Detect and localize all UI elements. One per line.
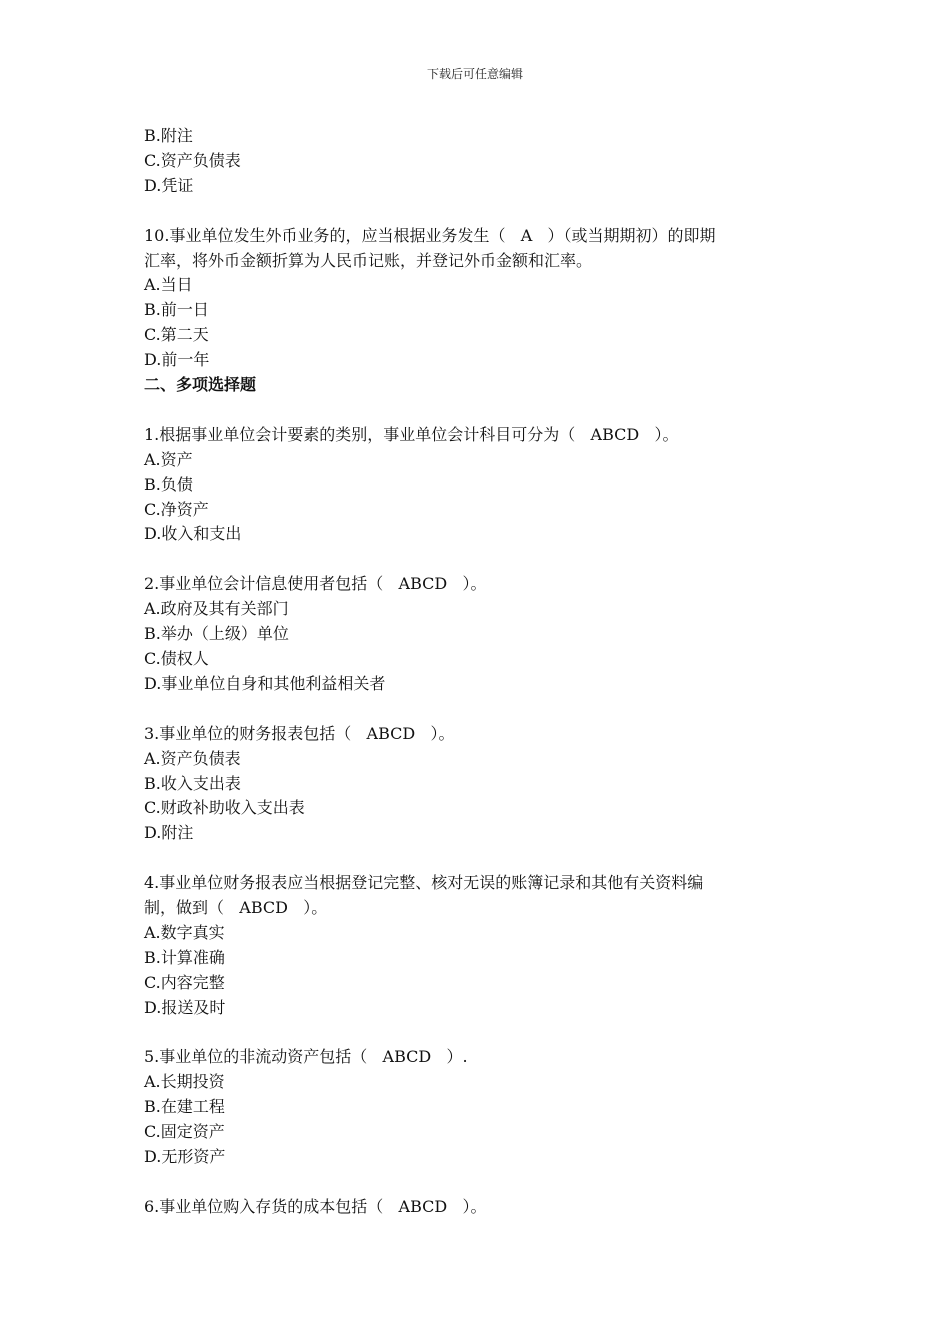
page-header: 下载后可任意编辑 xyxy=(426,67,523,81)
document-body xyxy=(144,124,834,1220)
text-line: 1.根据事业单位会计要素的类别，事业单位会计科目可分为（ ABCD ）。 xyxy=(144,424,679,444)
text-line: 6.事业单位购入存货的成本包括（ ABCD ）。 xyxy=(144,1196,487,1216)
blank-line xyxy=(144,398,834,423)
text-line: D.前一年 xyxy=(144,350,210,370)
text-line: C.债权人 xyxy=(144,648,209,668)
text-line: A.资产 xyxy=(144,449,193,469)
text-line: 5.事业单位的非流动资产包括（ ABCD ）. xyxy=(144,1047,468,1067)
text-line: D.凭证 xyxy=(144,175,194,195)
text-line: B.计算准确 xyxy=(144,947,225,967)
text-line: 汇率，将外币金额折算为人民币记账，并登记外币金额和汇率。 xyxy=(144,250,593,270)
blank-line xyxy=(144,199,834,224)
text-line: D.收入和支出 xyxy=(144,524,242,544)
text-line: C.资产负债表 xyxy=(144,150,241,170)
text-line: B.举办（上级）单位 xyxy=(144,624,289,644)
text-line: 2.事业单位会计信息使用者包括（ ABCD ）。 xyxy=(144,574,487,594)
text-line: A.长期投资 xyxy=(144,1072,225,1092)
blank-line xyxy=(144,697,834,722)
text-line: A.政府及其有关部门 xyxy=(144,599,289,619)
text-line: A.当日 xyxy=(144,275,193,295)
text-line: 4.事业单位财务报表应当根据登记完整、核对无误的账簿记录和其他有关资料编 xyxy=(144,873,704,893)
text-line: D.报送及时 xyxy=(144,997,226,1017)
text-line: D.无形资产 xyxy=(144,1147,226,1167)
text-line: A.数字真实 xyxy=(144,922,225,942)
blank-line xyxy=(144,547,834,572)
text-line: 制，做到（ ABCD ）。 xyxy=(144,898,328,918)
blank-line xyxy=(144,1170,834,1195)
text-line: B.在建工程 xyxy=(144,1097,225,1117)
text-line: B.负债 xyxy=(144,474,193,494)
text-line: A.资产负债表 xyxy=(144,748,241,768)
text-line: C.内容完整 xyxy=(144,972,225,992)
text-line: C.财政补助收入支出表 xyxy=(144,798,305,818)
text-line: B.收入支出表 xyxy=(144,773,241,793)
text-line: D.附注 xyxy=(144,823,194,843)
text-line: D.事业单位自身和其他利益相关者 xyxy=(144,673,386,693)
text-line: C.第二天 xyxy=(144,325,209,345)
section-heading: 二、多项选择题 xyxy=(144,375,257,395)
blank-line xyxy=(144,1021,834,1046)
text-line: C.净资产 xyxy=(144,499,209,519)
text-line: B.前一日 xyxy=(144,300,209,320)
blank-line xyxy=(144,846,834,871)
text-line: 10.事业单位发生外币业务的，应当根据业务发生（ A ）（或当期期初）的即期 xyxy=(144,225,716,245)
text-line: C.固定资产 xyxy=(144,1122,225,1142)
text-line: 3.事业单位的财务报表包括（ ABCD ）。 xyxy=(144,723,455,743)
text-line: B.附注 xyxy=(144,126,193,145)
